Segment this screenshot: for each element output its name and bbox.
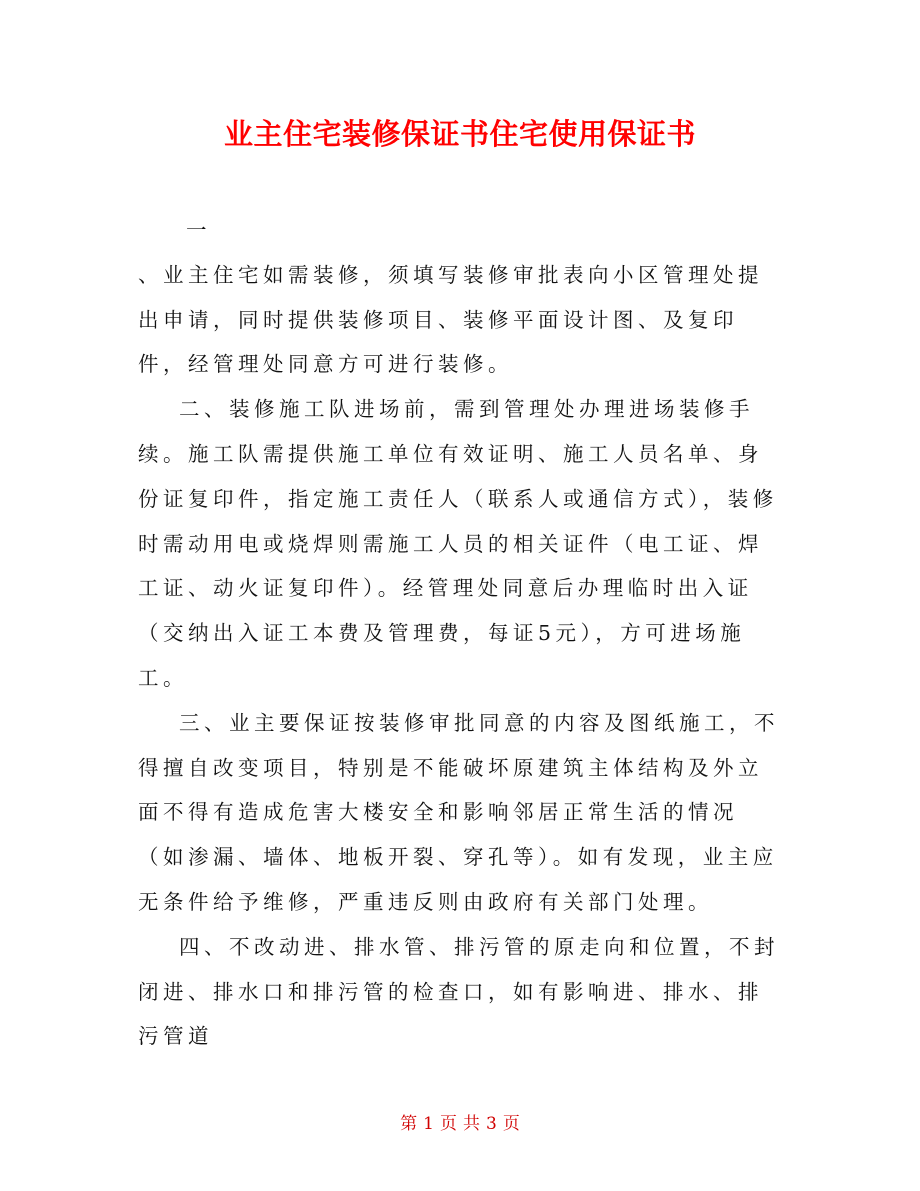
footer-current-page: 1 [423, 1114, 434, 1134]
paragraph-3: 三、业主要保证按装修审批同意的内容及图纸施工，不得擅自改变项目，特别是不能破坏原建筑主体结构及外立面不得有造成危害大楼安全和影响邻居正常生活的情况（如渗漏、墙体、地板开裂、穿孔等）。如有发现，业主应无条件给予维修，严重违反则由政府有关部门处理。 [138, 710, 779, 914]
paragraph-2: 二、装修施工队进场前，需到管理处办理进场装修手续。施工队需提供施工单位有效证明、施工人员名单、身份证复印件，指定施工责任人（联系人或通信方式），装修时需动用电或烧焊则需施工人员的相关证件（电工证、焊工证、动火证复印件）。经管理处同意后办理临时出入证（交纳出入证工本费及管理费，每证5元），方可进场施工。 [138, 397, 778, 690]
footer-label-unit: 页 [440, 1114, 457, 1134]
footer-label-total: 共 [463, 1114, 480, 1134]
paragraph-1: 、业主住宅如需装修，须填写装修审批表向小区管理处提出申请，同时提供装修项目、装修平面设计图、及复印件，经管理处同意方可进行装修。 [138, 262, 763, 377]
footer-total-pages: 3 [486, 1114, 497, 1134]
document-body [138, 208, 786, 1059]
footer-label-page: 第 [400, 1114, 418, 1134]
paragraph-4: 四、不改动进、排水管、排污管的原走向和位置，不封闭进、排水口和排污管的检查口，如有影响进、排水、排污管道 [138, 934, 779, 1049]
page-footer [0, 1110, 920, 1138]
document-title: 业主住宅装修保证书住宅使用保证书 [223, 117, 696, 151]
paragraph-dash: 一 [186, 218, 211, 242]
footer-label-unit-end: 页 [502, 1114, 520, 1134]
